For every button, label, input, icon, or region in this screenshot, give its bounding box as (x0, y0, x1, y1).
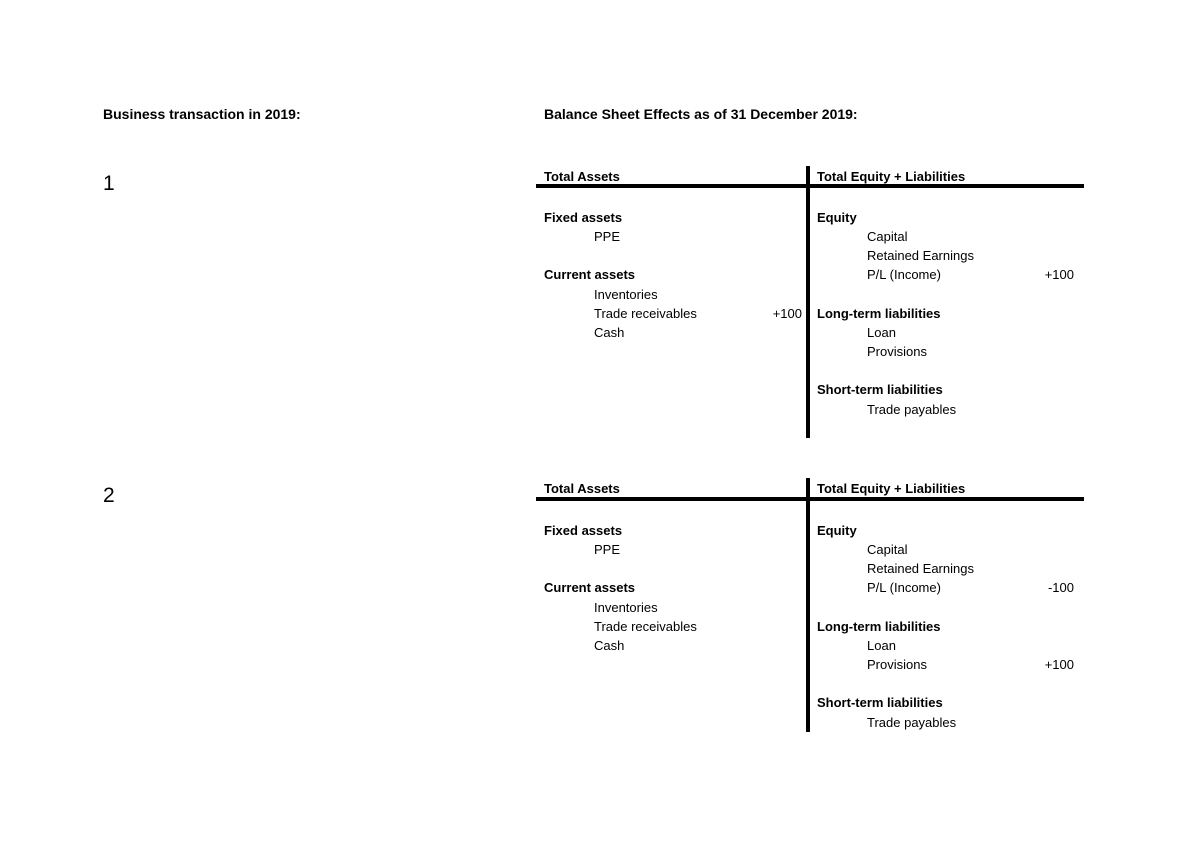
pl-income-value: +100 (1044, 267, 1074, 282)
short-term-liabilities-label: Short-term liabilities (817, 695, 943, 710)
fixed-assets-label: Fixed assets (544, 523, 623, 538)
provisions-value: +100 (1044, 657, 1074, 672)
loan-label: Loan (867, 638, 896, 653)
capital-label: Capital (867, 542, 908, 557)
t-account-horizontal-line (536, 184, 1084, 188)
pl-income-value: -100 (1047, 580, 1074, 595)
long-term-liabilities-label: Long-term liabilities (817, 306, 941, 321)
trade-payables-label: Trade payables (867, 402, 957, 417)
liabilities-header: Total Equity + Liabilities (817, 169, 966, 184)
liabilities-header: Total Equity + Liabilities (817, 481, 966, 496)
t-account-vertical-line (806, 478, 810, 732)
trade-receivables-label: Trade receivables (594, 619, 697, 634)
cash-label: Cash (594, 638, 625, 653)
assets-header: Total Assets (544, 169, 620, 184)
provisions-label: Provisions (867, 344, 927, 359)
equity-label: Equity (817, 210, 857, 225)
ppe-label: PPE (594, 229, 621, 244)
trade-receivables-label: Trade receivables (594, 306, 697, 321)
retained-earnings-label: Retained Earnings (867, 248, 974, 263)
retained-earnings-label: Retained Earnings (867, 561, 974, 576)
transaction-number: 2 (103, 484, 115, 507)
trade-receivables-value: +100 (772, 306, 802, 321)
assets-header: Total Assets (544, 481, 620, 496)
t-account-vertical-line (806, 166, 810, 438)
trade-payables-label: Trade payables (867, 715, 957, 730)
inventories-label: Inventories (594, 287, 658, 302)
equity-label: Equity (817, 523, 857, 538)
transaction-number: 1 (103, 172, 115, 195)
cash-label: Cash (594, 325, 625, 340)
provisions-label: Provisions (867, 657, 927, 672)
t-account-horizontal-line (536, 497, 1084, 501)
ppe-label: PPE (594, 542, 621, 557)
pl-income-label: P/L (Income) (867, 267, 941, 282)
capital-label: Capital (867, 229, 908, 244)
pl-income-label: P/L (Income) (867, 580, 941, 595)
fixed-assets-label: Fixed assets (544, 210, 623, 225)
loan-label: Loan (867, 325, 896, 340)
current-assets-label: Current assets (544, 267, 636, 282)
long-term-liabilities-label: Long-term liabilities (817, 619, 941, 634)
short-term-liabilities-label: Short-term liabilities (817, 382, 943, 397)
balance-sheet-heading: Balance Sheet Effects as of 31 December 2019: (544, 106, 858, 122)
inventories-label: Inventories (594, 600, 658, 615)
business-transaction-heading: Business transaction in 2019: (103, 106, 301, 122)
current-assets-label: Current assets (544, 580, 636, 595)
